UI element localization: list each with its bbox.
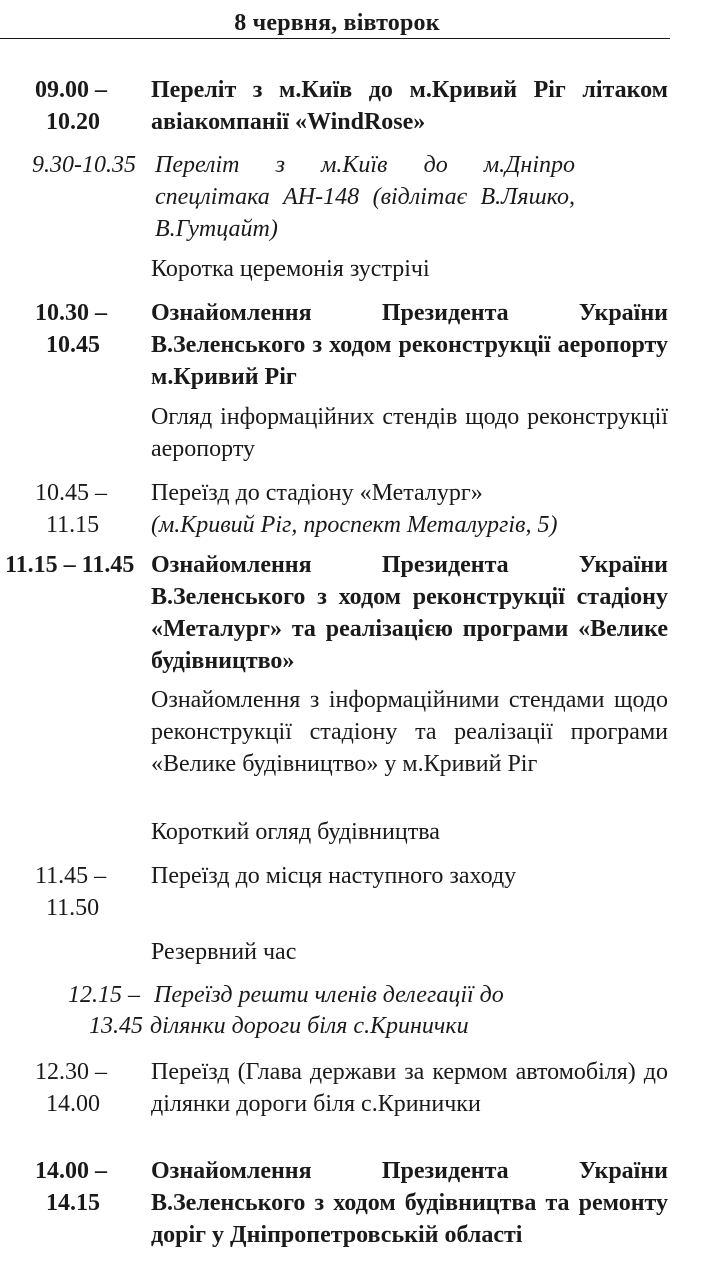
entry-8-time-start: 12.30 – bbox=[35, 1059, 107, 1085]
entry-3-time-start: 10.30 – bbox=[35, 300, 107, 326]
page-title: 8 червня, вівторок bbox=[234, 10, 440, 36]
entry-3-time-end: 10.45 bbox=[46, 332, 100, 358]
entry-5-title: Ознайомлення Президента України В.Зеленського з ходом реконструкції стадіону «Металург» та реалізацією програми «Велике будівництво» bbox=[151, 552, 668, 674]
entry-2-note: Коротка церемонія зустрічі bbox=[151, 256, 430, 282]
entry-1-time-end: 10.20 bbox=[46, 109, 100, 135]
entry-4-location: (м.Кривий Ріг, проспект Металургів, 5) bbox=[151, 512, 558, 538]
entry-7-time-end: 13.45 bbox=[89, 1013, 143, 1039]
entry-3-note: Огляд інформаційних стендів щодо реконструкції аеропорту bbox=[151, 404, 668, 462]
entry-4-time-start: 10.45 – bbox=[35, 480, 107, 506]
entry-9-title: Ознайомлення Президента України В.Зеленського з ходом будівництва та ремонту доріг у Дніпропетровській області bbox=[151, 1158, 668, 1248]
entry-5-time: 11.15 – 11.45 bbox=[5, 552, 135, 578]
entry-6-time-start: 11.45 – bbox=[35, 863, 107, 889]
entry-4-title: Переїзд до стадіону «Металург» bbox=[151, 480, 483, 506]
entry-5-note-stands: Ознайомлення з інформаційними стендами щодо реконструкції стадіону та реалізації програми «Велике будівництво» у м.Кривий Ріг bbox=[151, 687, 668, 777]
entry-2-time: 9.30-10.35 bbox=[32, 152, 136, 178]
entry-1-time-start: 09.00 – bbox=[35, 77, 107, 103]
entry-9-time-end: 14.15 bbox=[46, 1190, 100, 1216]
title-divider bbox=[0, 38, 670, 39]
entry-2-title: Переліт з м.Київ до м.Дніпро спецлітака АН-148 (відлітає В.Ляшко, В.Гутцайт) bbox=[155, 152, 575, 242]
entry-7-title-line2: ділянки дороги біля с.Кринички bbox=[150, 1013, 469, 1039]
entry-5-note-overview: Короткий огляд будівництва bbox=[151, 819, 440, 845]
reserve-time-note: Резервний час bbox=[151, 939, 297, 965]
entry-7-time-start: 12.15 – bbox=[68, 982, 140, 1008]
entry-6-title: Переїзд до місця наступного заходу bbox=[151, 863, 517, 889]
entry-1-title: Переліт з м.Київ до м.Кривий Ріг літаком авіакомпанії «WindRose» bbox=[151, 77, 668, 135]
entry-4-time-end: 11.15 bbox=[46, 512, 100, 538]
entry-9-time-start: 14.00 – bbox=[35, 1158, 107, 1184]
entry-6-time-end: 11.50 bbox=[46, 895, 100, 921]
entry-7-title-line1: Переїзд решти членів делегації до bbox=[154, 982, 504, 1008]
entry-3-title: Ознайомлення Президента України В.Зеленського з ходом реконструкції аеропорту м.Кривий Ріг bbox=[151, 300, 668, 390]
entry-8-time-end: 14.00 bbox=[46, 1091, 100, 1117]
entry-8-title: Переїзд (Глава держави за кермом автомобіля) до ділянки дороги біля с.Кринички bbox=[151, 1059, 668, 1117]
